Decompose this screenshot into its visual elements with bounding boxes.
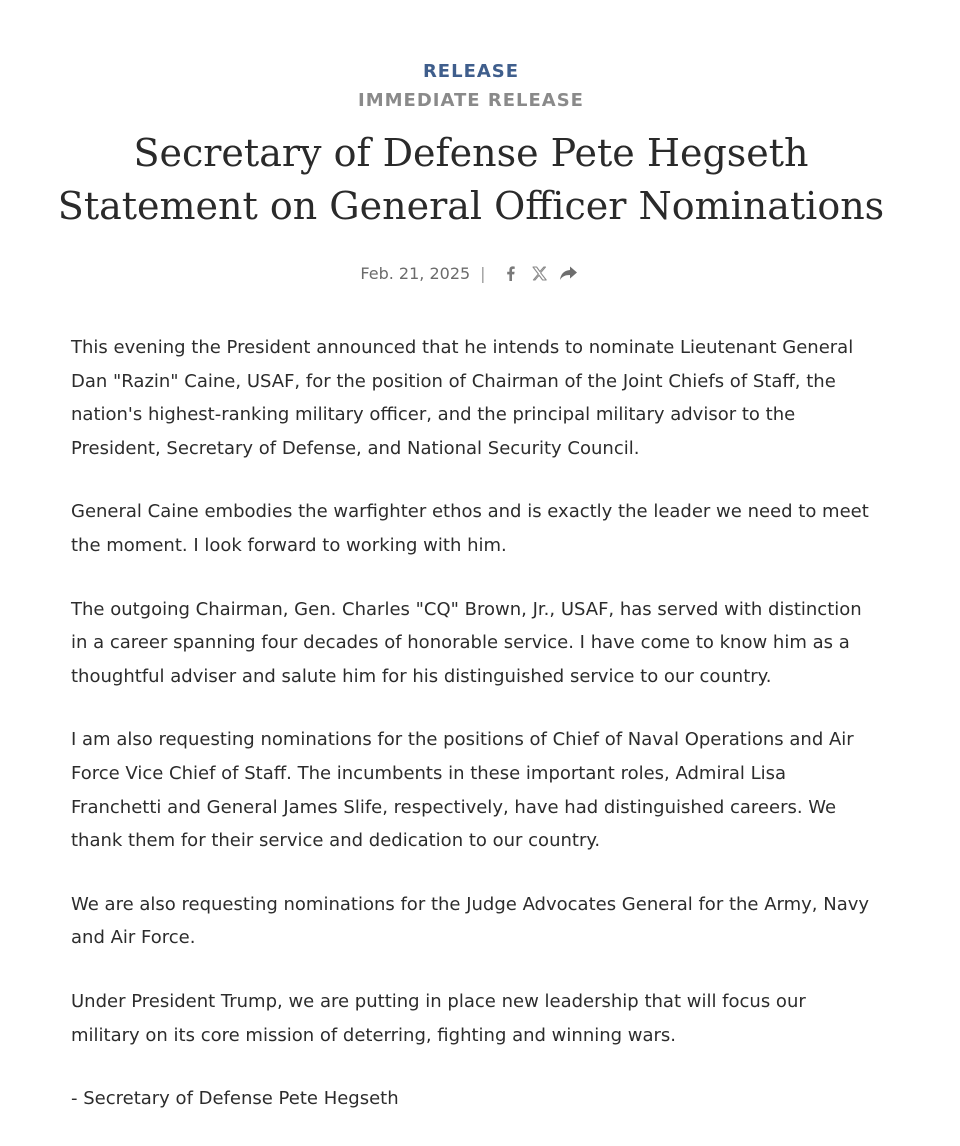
body-paragraph: This evening the President announced that he intends to nominate Lieutenant General Dan "Razin" Caine, USAF, for the position of Chairman of the Joint Chiefs of Staff, the nation's highest-ranking military officer, and the principal military advisor to the President, Secretary of Defense, and National Security Council.: [71, 337, 854, 459]
publish-date: Feb. 21, 2025: [360, 263, 471, 283]
body-paragraph: We are also requesting nominations for the Judge Advocates General for the Army, Navy and Air Force.: [71, 893, 870, 949]
release-subtype-label: IMMEDIATE RELEASE: [358, 90, 584, 111]
body-paragraph: The outgoing Chairman, Gen. Charles "CQ" Brown, Jr., USAF, has served with distinction in a career spanning four decades of honorable service. I have come to know him as a thoughtful adviser and salute him for his distinguished service to our country.: [71, 598, 862, 687]
article-body: [71, 331, 877, 1146]
body-paragraph: General Caine embodies the warfighter ethos and is exactly the leader we need to meet the moment. I look forward to working with him.: [71, 501, 869, 556]
page-title: Secretary of Defense Pete Hegseth Statement on General Officer Nominations: [57, 131, 885, 228]
signature: - Secretary of Defense Pete Hegseth: [71, 1088, 399, 1110]
body-paragraph: I am also requesting nominations for the positions of Chief of Naval Operations and Air Force Vice Chief of Staff. The incumbents in these important roles, Admiral Lisa Franchetti and General James Slife, respectively, have had distinguished careers. We thank them for their service and dedication to our country.: [71, 729, 854, 852]
facebook-icon[interactable]: [498, 262, 524, 284]
meta-separator: |: [480, 263, 486, 283]
x-icon[interactable]: [527, 262, 553, 284]
release-type-label: RELEASE: [422, 61, 520, 82]
article-meta: [0, 262, 942, 284]
share-icon[interactable]: [556, 262, 582, 284]
body-paragraph: Under President Trump, we are putting in place new leadership that will focus our military on its core mission of deterring, fighting and winning wars.: [71, 990, 806, 1046]
